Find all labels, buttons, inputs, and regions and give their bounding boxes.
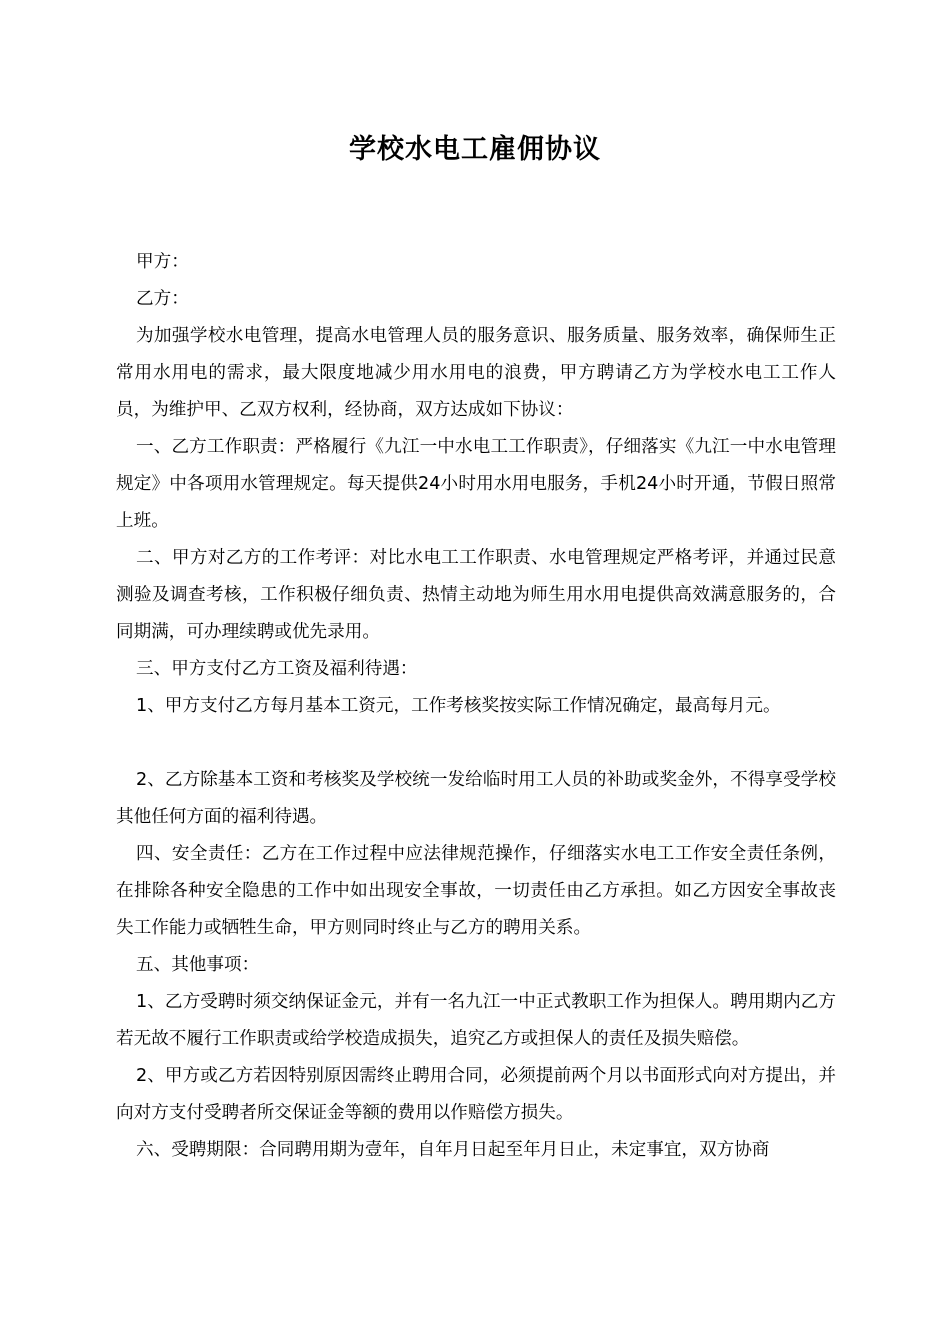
clause-5-item-1: 1、乙方受聘时须交纳保证金元，并有一名九江一中正式教职工作为担保人。聘用期内乙方若无故不履行工作职责或给学校造成损失，追究乙方或担保人的责任及损失赔偿。 xyxy=(116,992,836,1049)
party-a-line: 甲方： xyxy=(136,252,189,272)
clause-5-heading: 五、其他事项： xyxy=(136,955,260,975)
clause-1-duties: 一、乙方工作职责：严格履行《九江一中水电工工作职责》，仔细落实《九江一中水电管理规定》中各项用水管理规定。每天提供24小时用水用电服务，手机24小时开通，节假日照常上班。 xyxy=(116,437,836,531)
clause-4-safety: 四、安全责任：乙方在工作过程中应法律规范操作，仔细落实水电工工作安全责任条例，在排除各种安全隐患的工作中如出现安全事故，一切责任由乙方承担。如乙方因安全事故丧失工作能力或牺牲生命，甲方则同时终止与乙方的聘用关系。 xyxy=(116,844,836,938)
document-title: 学校水电工雇佣协议 xyxy=(349,134,601,165)
clause-3-item-2: 2、乙方除基本工资和考核奖及学校统一发给临时用工人员的补助或奖金外，不得享受学校其他任何方面的福利待遇。 xyxy=(116,770,836,827)
document-body xyxy=(116,244,836,1169)
clause-3-item-1: 1、甲方支付乙方每月基本工资元，工作考核奖按实际工作情况确定，最高每月元。 xyxy=(136,696,781,716)
clause-6-term: 六、受聘期限：合同聘用期为壹年，自年月日起至年月日止，未定事宜，双方协商 xyxy=(136,1140,770,1160)
clause-2-evaluation: 二、甲方对乙方的工作考评：对比水电工工作职责、水电管理规定严格考评，并通过民意测验及调查考核，工作积极仔细负责、热情主动地为师生用水用电提供高效满意服务的，合同期满，可办理续聘或优先录用。 xyxy=(116,548,836,642)
preamble-paragraph: 为加强学校水电管理，提高水电管理人员的服务意识、服务质量、服务效率，确保师生正常用水用电的需求，最大限度地减少用水用电的浪费，甲方聘请乙方为学校水电工工作人员，为维护甲、乙双方权利，经协商，双方达成如下协议： xyxy=(116,326,836,420)
clause-5-item-2: 2、甲方或乙方若因特别原因需终止聘用合同，必须提前两个月以书面形式向对方提出，并向对方支付受聘者所交保证金等额的费用以作赔偿方损失。 xyxy=(116,1066,836,1123)
clause-3-heading: 三、甲方支付乙方工资及福利待遇： xyxy=(136,659,418,679)
party-b-line: 乙方： xyxy=(136,289,189,309)
